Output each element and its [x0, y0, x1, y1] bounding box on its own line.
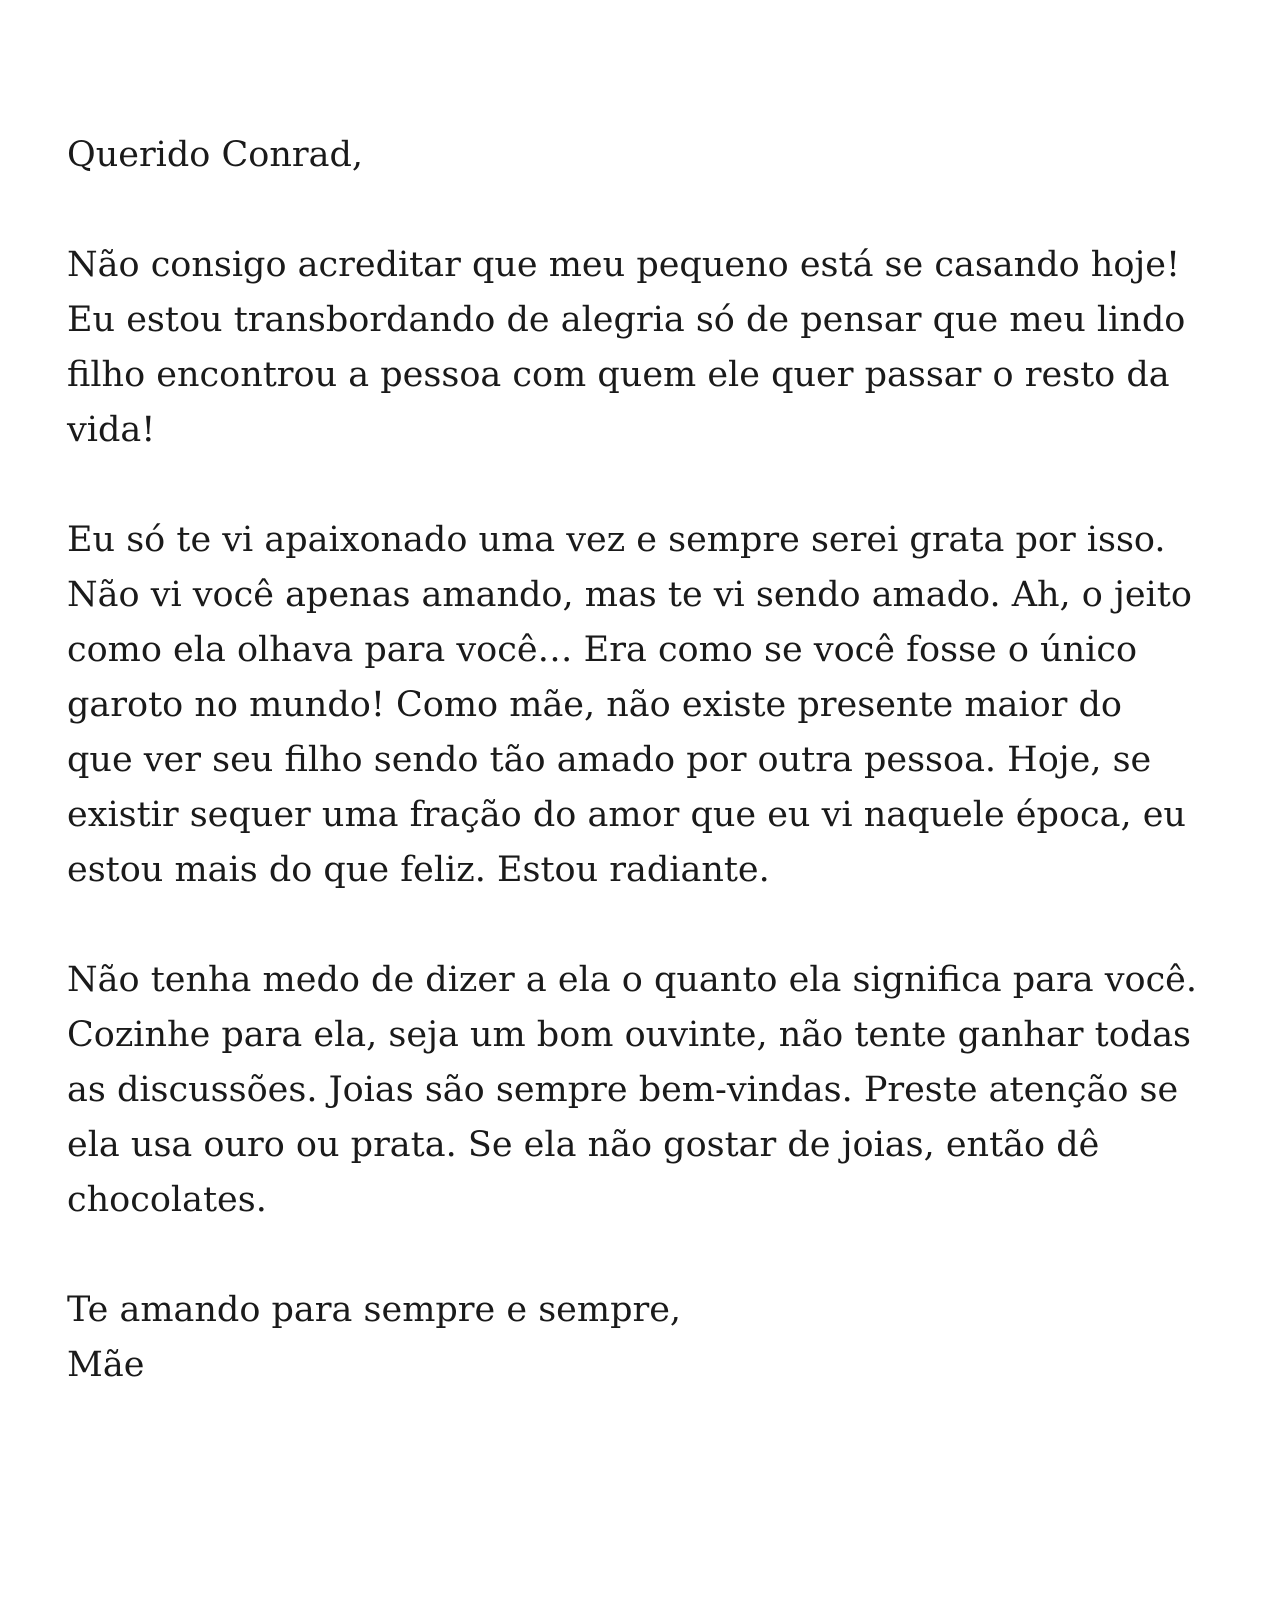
- paragraph-line: chocolates.: [67, 1180, 267, 1220]
- closing-line: Te amando para sempre e sempre,: [67, 1290, 682, 1330]
- letter-greeting: [67, 128, 1247, 183]
- letter: [67, 128, 1247, 1393]
- paragraph-line: Cozinhe para ela, seja um bom ouvinte, não tente ganhar todas: [67, 1015, 1192, 1055]
- paragraph-line: filho encontrou a pessoa com quem ele quer passar o resto da: [67, 355, 1170, 395]
- paragraph-line: existir sequer uma fração do amor que eu vi naquele época, eu: [67, 795, 1186, 835]
- paragraph-line: como ela olhava para você… Era como se você fosse o único: [67, 630, 1138, 670]
- paragraph-line: garoto no mundo! Como mãe, não existe presente maior do: [67, 685, 1123, 725]
- paragraph-line: estou mais do que feliz. Estou radiante.: [67, 850, 770, 890]
- paragraph-line: ela usa ouro ou prata. Se ela não gostar de joias, então dê: [67, 1125, 1100, 1165]
- paragraph-line: que ver seu filho sendo tão amado por outra pessoa. Hoje, se: [67, 740, 1152, 780]
- paragraph-line: vida!: [67, 410, 156, 450]
- letter-paragraph-3: [67, 953, 1247, 1228]
- signature: Mãe: [67, 1345, 145, 1385]
- paragraph-line: Eu estou transbordando de alegria só de pensar que meu lindo: [67, 300, 1186, 340]
- paragraph-line: Eu só te vi apaixonado uma vez e sempre serei grata por isso.: [67, 520, 1166, 560]
- paragraph-line: as discussões. Joias são sempre bem-vindas. Preste atenção se: [67, 1070, 1179, 1110]
- paragraph-line: Não tenha medo de dizer a ela o quanto ela significa para você.: [67, 960, 1198, 1000]
- paragraph-line: Não consigo acreditar que meu pequeno está se casando hoje!: [67, 245, 1181, 285]
- paragraph-line: Não vi você apenas amando, mas te vi sendo amado. Ah, o jeito: [67, 575, 1192, 615]
- letter-paragraph-1: [67, 238, 1247, 458]
- letter-paragraph-2: [67, 513, 1247, 898]
- letter-closing: [67, 1283, 1247, 1393]
- greeting-line: Querido Conrad,: [67, 135, 363, 175]
